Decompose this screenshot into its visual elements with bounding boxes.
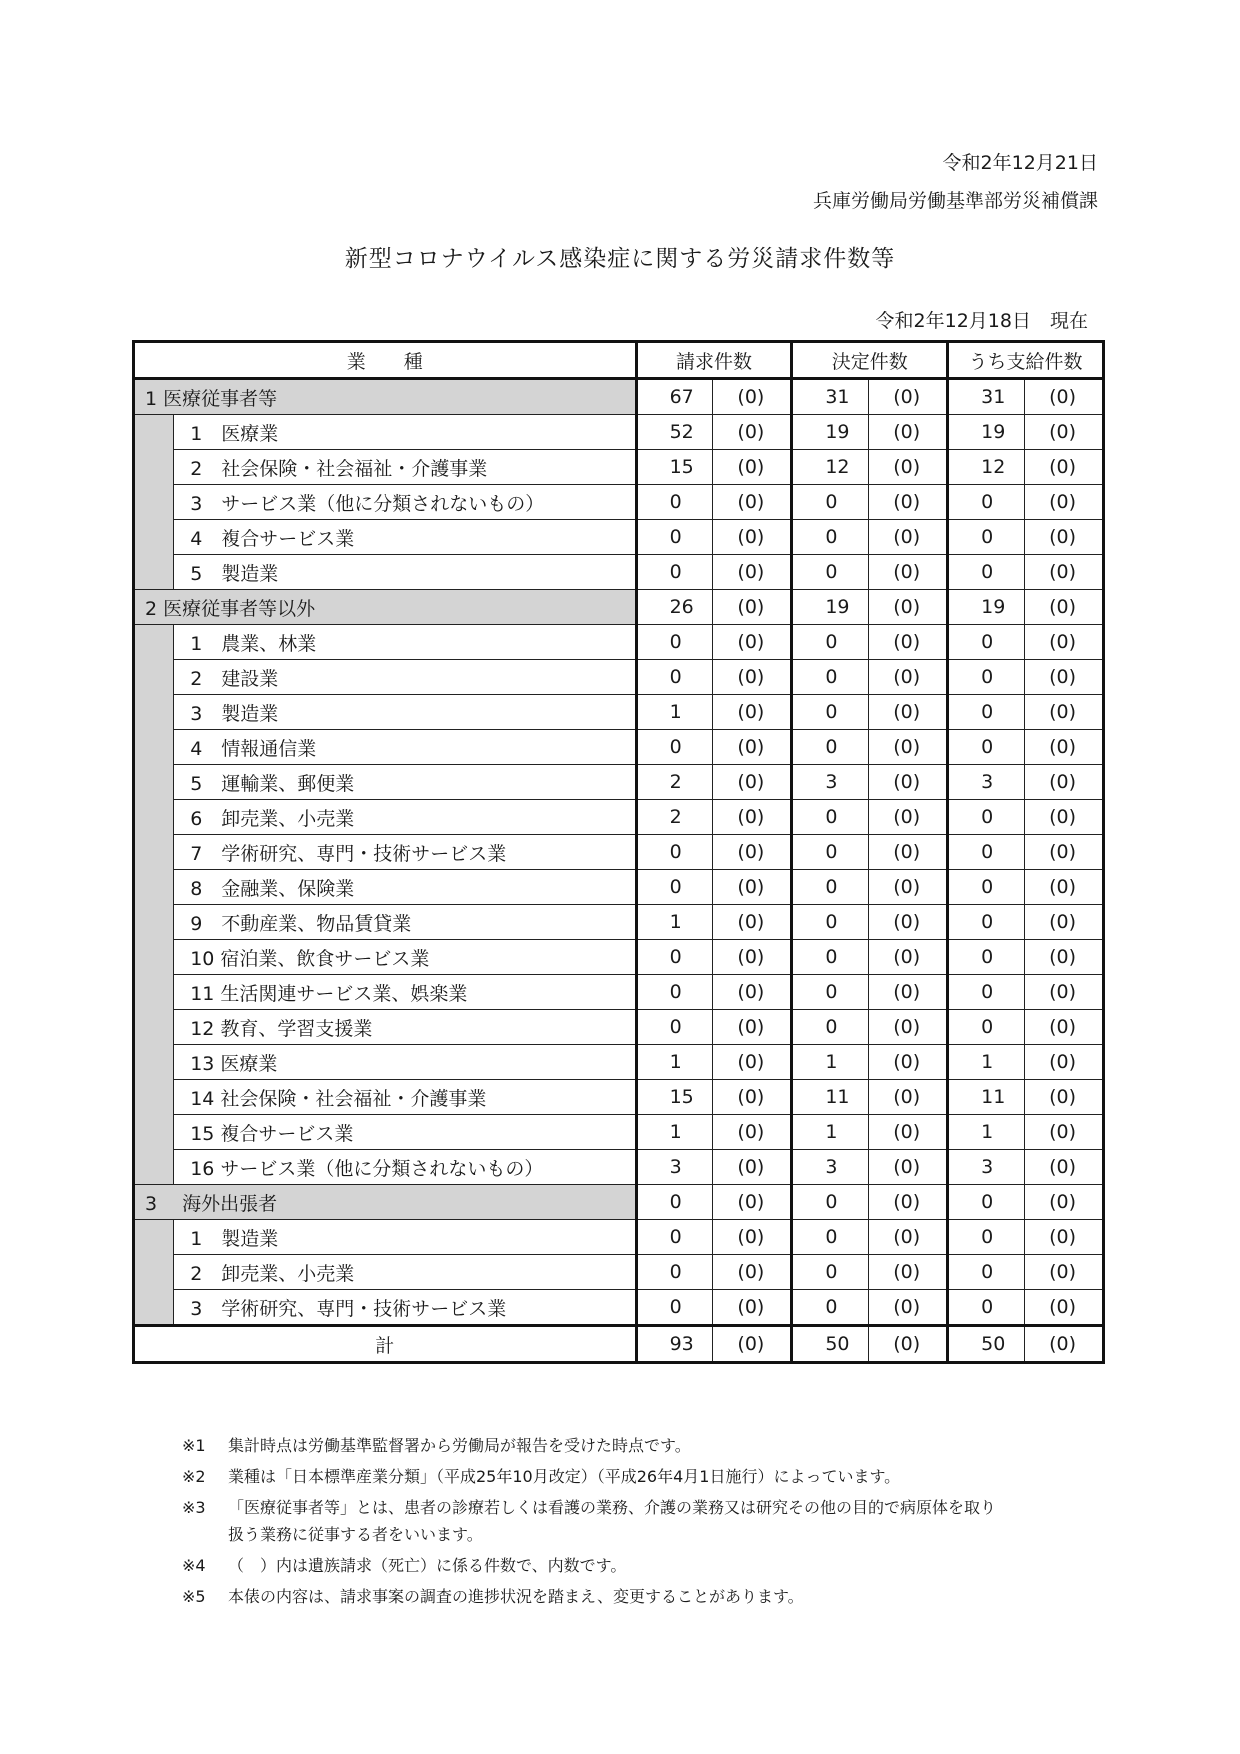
death-count-cell: (0) [712, 730, 791, 765]
count-cell: 3 [948, 765, 1024, 800]
death-count-cell: (0) [712, 975, 791, 1010]
count-cell: 3 [792, 765, 868, 800]
death-count-cell: (0) [868, 415, 947, 450]
industry-label: 14 社会保険・社会福祉・介護事業 [174, 1080, 636, 1115]
death-count-cell: (0) [712, 555, 791, 590]
table-row [134, 730, 1104, 765]
group-indent-cell [134, 485, 174, 520]
death-count-cell: (0) [868, 590, 947, 625]
group-indent-cell [134, 660, 174, 695]
count-cell: 1 [636, 1045, 712, 1080]
table-row [134, 1150, 1104, 1185]
count-cell: 0 [948, 1010, 1024, 1045]
group-indent-cell [134, 1290, 174, 1326]
death-count-cell: (0) [1024, 1220, 1104, 1255]
count-cell: 0 [792, 1220, 868, 1255]
count-cell: 1 [948, 1115, 1024, 1150]
count-cell: 0 [792, 905, 868, 940]
count-cell: 0 [636, 555, 712, 590]
death-count-cell: (0) [868, 905, 947, 940]
death-count-cell: (0) [1024, 485, 1104, 520]
footnote-mark: ※5 [182, 1587, 206, 1606]
count-cell: 1 [948, 1045, 1024, 1080]
death-count-cell: (0) [1024, 1010, 1104, 1045]
count-cell: 0 [636, 870, 712, 905]
death-count-cell: (0) [1024, 800, 1104, 835]
count-cell: 0 [636, 1290, 712, 1326]
group-label: 2 医療従事者等以外 [134, 590, 637, 625]
group-row [134, 379, 1104, 415]
death-count-cell: (0) [868, 379, 947, 415]
count-cell: 1 [792, 1115, 868, 1150]
group-indent-cell [134, 835, 174, 870]
death-count-cell: (0) [868, 975, 947, 1010]
death-count-cell: (0) [712, 625, 791, 660]
count-cell: 0 [948, 1185, 1024, 1220]
group-indent-cell [134, 1045, 174, 1080]
table-row [134, 625, 1104, 660]
industry-label: 13 医療業 [174, 1045, 636, 1080]
count-cell: 0 [792, 625, 868, 660]
document-title: 新型コロナウイルス感染症に関する労災請求件数等 [344, 246, 896, 272]
industry-label: 16 サービス業（他に分類されないもの） [174, 1150, 636, 1185]
column-header-decisions: 決定件数 [792, 342, 948, 379]
industry-label: 3 サービス業（他に分類されないもの） [174, 485, 636, 520]
footnote-mark: ※1 [182, 1436, 206, 1455]
footnotes [182, 1432, 1008, 1614]
count-cell: 0 [636, 835, 712, 870]
count-cell: 52 [636, 415, 712, 450]
group-indent-cell [134, 765, 174, 800]
industry-label: 7 学術研究、専門・技術サービス業 [174, 835, 636, 870]
footnote-mark: ※3 [182, 1498, 206, 1517]
death-count-cell: (0) [868, 520, 947, 555]
count-cell: 0 [636, 975, 712, 1010]
death-count-cell: (0) [1024, 1115, 1104, 1150]
industry-label: 11 生活関連サービス業、娯楽業 [174, 975, 636, 1010]
death-count-cell: (0) [868, 1326, 947, 1363]
death-count-cell: (0) [868, 1115, 947, 1150]
death-count-cell: (0) [868, 1045, 947, 1080]
group-indent-cell [134, 1150, 174, 1185]
count-cell: 15 [636, 450, 712, 485]
group-indent-cell [134, 1255, 174, 1290]
count-cell: 0 [636, 1220, 712, 1255]
industry-label: 1 農業、林業 [174, 625, 636, 660]
count-cell: 0 [948, 660, 1024, 695]
death-count-cell: (0) [868, 485, 947, 520]
count-cell: 0 [792, 975, 868, 1010]
table-header-row [134, 342, 1104, 379]
count-cell: 0 [948, 520, 1024, 555]
count-cell: 0 [948, 625, 1024, 660]
group-indent-cell [134, 800, 174, 835]
count-cell: 19 [792, 415, 868, 450]
footnote-text: 「医療従事者等」とは、患者の診療若しくは看護の業務、介護の業務又は研究その他の目的で病原体を取り扱う業務に従事する者をいいます。 [228, 1498, 997, 1544]
death-count-cell: (0) [712, 1326, 791, 1363]
industry-label: 12 教育、学習支援業 [174, 1010, 636, 1045]
death-count-cell: (0) [1024, 765, 1104, 800]
death-count-cell: (0) [1024, 870, 1104, 905]
death-count-cell: (0) [712, 905, 791, 940]
count-cell: 0 [948, 905, 1024, 940]
death-count-cell: (0) [868, 1010, 947, 1045]
group-indent-cell [134, 730, 174, 765]
document-date: 令和2年12月21日 [942, 152, 1098, 174]
count-cell: 0 [792, 555, 868, 590]
as-of-date: 令和2年12月18日 現在 [875, 310, 1088, 332]
group-indent-cell [134, 625, 174, 660]
industry-label: 8 金融業、保険業 [174, 870, 636, 905]
death-count-cell: (0) [1024, 975, 1104, 1010]
table-row [134, 1080, 1104, 1115]
group-indent-cell [134, 905, 174, 940]
count-cell: 0 [948, 1290, 1024, 1326]
death-count-cell: (0) [868, 730, 947, 765]
count-cell: 50 [948, 1326, 1024, 1363]
death-count-cell: (0) [1024, 590, 1104, 625]
death-count-cell: (0) [868, 450, 947, 485]
column-header-paid: うち支給件数 [948, 342, 1104, 379]
count-cell: 0 [636, 485, 712, 520]
group-row [134, 590, 1104, 625]
industry-label: 15 複合サービス業 [174, 1115, 636, 1150]
group-indent-cell [134, 415, 174, 450]
count-cell: 31 [792, 379, 868, 415]
industry-label: 3 学術研究、専門・技術サービス業 [174, 1290, 636, 1326]
count-cell: 0 [948, 555, 1024, 590]
table-row [134, 1220, 1104, 1255]
count-cell: 26 [636, 590, 712, 625]
footnote-mark: ※4 [182, 1556, 206, 1575]
count-cell: 0 [636, 730, 712, 765]
death-count-cell: (0) [712, 695, 791, 730]
count-cell: 0 [792, 835, 868, 870]
group-indent-cell [134, 1010, 174, 1045]
count-cell: 2 [636, 800, 712, 835]
table-row [134, 660, 1104, 695]
death-count-cell: (0) [712, 415, 791, 450]
death-count-cell: (0) [712, 1045, 791, 1080]
table-row [134, 1115, 1104, 1150]
table-row [134, 485, 1104, 520]
table-row [134, 800, 1104, 835]
count-cell: 67 [636, 379, 712, 415]
table-row [134, 520, 1104, 555]
count-cell: 0 [948, 940, 1024, 975]
industry-label: 2 社会保険・社会福祉・介護事業 [174, 450, 636, 485]
table-row [134, 765, 1104, 800]
death-count-cell: (0) [1024, 1185, 1104, 1220]
death-count-cell: (0) [1024, 730, 1104, 765]
death-count-cell: (0) [1024, 1045, 1104, 1080]
count-cell: 31 [948, 379, 1024, 415]
group-indent-cell [134, 695, 174, 730]
count-cell: 0 [792, 520, 868, 555]
table-row [134, 870, 1104, 905]
count-cell: 50 [792, 1326, 868, 1363]
death-count-cell: (0) [868, 1080, 947, 1115]
death-count-cell: (0) [1024, 695, 1104, 730]
count-cell: 0 [636, 625, 712, 660]
claims-table [132, 340, 1105, 1364]
death-count-cell: (0) [1024, 450, 1104, 485]
death-count-cell: (0) [712, 1290, 791, 1326]
death-count-cell: (0) [712, 1255, 791, 1290]
count-cell: 1 [792, 1045, 868, 1080]
footnote-text: 本俵の内容は、請求事案の調査の進捗状況を踏まえ、変更することがあります。 [228, 1587, 804, 1606]
count-cell: 0 [636, 940, 712, 975]
death-count-cell: (0) [868, 625, 947, 660]
table-row [134, 555, 1104, 590]
count-cell: 0 [636, 520, 712, 555]
death-count-cell: (0) [712, 660, 791, 695]
death-count-cell: (0) [1024, 1255, 1104, 1290]
total-label: 計 [134, 1326, 637, 1363]
count-cell: 0 [636, 1255, 712, 1290]
count-cell: 0 [792, 1255, 868, 1290]
count-cell: 3 [636, 1150, 712, 1185]
count-cell: 0 [792, 1185, 868, 1220]
count-cell: 0 [948, 485, 1024, 520]
death-count-cell: (0) [712, 940, 791, 975]
table-row [134, 1010, 1104, 1045]
count-cell: 15 [636, 1080, 712, 1115]
death-count-cell: (0) [1024, 940, 1104, 975]
count-cell: 2 [636, 765, 712, 800]
count-cell: 3 [948, 1150, 1024, 1185]
count-cell: 19 [948, 415, 1024, 450]
count-cell: 11 [792, 1080, 868, 1115]
death-count-cell: (0) [1024, 415, 1104, 450]
group-indent-cell [134, 1080, 174, 1115]
death-count-cell: (0) [712, 1185, 791, 1220]
industry-label: 4 情報通信業 [174, 730, 636, 765]
table-row [134, 975, 1104, 1010]
death-count-cell: (0) [712, 450, 791, 485]
death-count-cell: (0) [868, 1185, 947, 1220]
count-cell: 0 [792, 800, 868, 835]
death-count-cell: (0) [712, 485, 791, 520]
count-cell: 0 [948, 1220, 1024, 1255]
count-cell: 1 [636, 905, 712, 940]
group-indent-cell [134, 1220, 174, 1255]
death-count-cell: (0) [1024, 1080, 1104, 1115]
industry-label: 6 卸売業、小売業 [174, 800, 636, 835]
footnote [182, 1494, 1008, 1548]
count-cell: 0 [948, 800, 1024, 835]
death-count-cell: (0) [712, 379, 791, 415]
table-row [134, 1290, 1104, 1326]
footnote [182, 1463, 1008, 1490]
industry-label: 3 製造業 [174, 695, 636, 730]
table-row [134, 695, 1104, 730]
footnote-text: （ ）内は遺族請求（死亡）に係る件数で、内数です。 [228, 1556, 627, 1575]
count-cell: 12 [792, 450, 868, 485]
death-count-cell: (0) [1024, 555, 1104, 590]
death-count-cell: (0) [868, 1150, 947, 1185]
industry-label: 2 建設業 [174, 660, 636, 695]
death-count-cell: (0) [712, 590, 791, 625]
death-count-cell: (0) [712, 800, 791, 835]
death-count-cell: (0) [712, 870, 791, 905]
death-count-cell: (0) [1024, 379, 1104, 415]
count-cell: 0 [948, 975, 1024, 1010]
claims-table-container [132, 340, 1105, 1364]
table-row [134, 940, 1104, 975]
table-row [134, 835, 1104, 870]
group-indent-cell [134, 555, 174, 590]
count-cell: 0 [948, 1255, 1024, 1290]
death-count-cell: (0) [1024, 625, 1104, 660]
death-count-cell: (0) [1024, 520, 1104, 555]
count-cell: 0 [792, 1010, 868, 1045]
footnote [182, 1552, 1008, 1579]
count-cell: 0 [792, 730, 868, 765]
industry-label: 2 卸売業、小売業 [174, 1255, 636, 1290]
count-cell: 0 [792, 1290, 868, 1326]
death-count-cell: (0) [868, 800, 947, 835]
count-cell: 93 [636, 1326, 712, 1363]
death-count-cell: (0) [868, 835, 947, 870]
table-row [134, 415, 1104, 450]
death-count-cell: (0) [1024, 905, 1104, 940]
count-cell: 11 [948, 1080, 1024, 1115]
industry-label: 10 宿泊業、飲食サービス業 [174, 940, 636, 975]
group-indent-cell [134, 870, 174, 905]
industry-label: 9 不動産業、物品賃貸業 [174, 905, 636, 940]
total-row [134, 1326, 1104, 1363]
death-count-cell: (0) [868, 870, 947, 905]
count-cell: 0 [792, 695, 868, 730]
footnote [182, 1583, 1008, 1610]
death-count-cell: (0) [712, 1080, 791, 1115]
death-count-cell: (0) [1024, 1326, 1104, 1363]
death-count-cell: (0) [868, 1255, 947, 1290]
count-cell: 0 [636, 1010, 712, 1045]
count-cell: 0 [636, 660, 712, 695]
footnote-text: 集計時点は労働基準監督署から労働局が報告を受けた時点です。 [228, 1436, 691, 1455]
group-indent-cell [134, 975, 174, 1010]
death-count-cell: (0) [868, 1220, 947, 1255]
count-cell: 12 [948, 450, 1024, 485]
count-cell: 0 [792, 485, 868, 520]
industry-label: 1 医療業 [174, 415, 636, 450]
death-count-cell: (0) [1024, 1150, 1104, 1185]
group-indent-cell [134, 940, 174, 975]
column-header-claims: 請求件数 [636, 342, 792, 379]
death-count-cell: (0) [1024, 835, 1104, 870]
count-cell: 0 [792, 660, 868, 695]
count-cell: 0 [948, 695, 1024, 730]
death-count-cell: (0) [712, 1150, 791, 1185]
column-header-industry: 業 種 [134, 342, 637, 379]
death-count-cell: (0) [712, 765, 791, 800]
group-row [134, 1185, 1104, 1220]
group-indent-cell [134, 1115, 174, 1150]
death-count-cell: (0) [712, 835, 791, 870]
death-count-cell: (0) [712, 520, 791, 555]
issuing-department: 兵庫労働局労働基準部労災補償課 [812, 190, 1098, 212]
count-cell: 1 [636, 695, 712, 730]
table-row [134, 905, 1104, 940]
footnote [182, 1432, 1008, 1459]
death-count-cell: (0) [868, 695, 947, 730]
industry-label: 5 製造業 [174, 555, 636, 590]
death-count-cell: (0) [1024, 660, 1104, 695]
death-count-cell: (0) [712, 1220, 791, 1255]
industry-label: 4 複合サービス業 [174, 520, 636, 555]
count-cell: 19 [948, 590, 1024, 625]
death-count-cell: (0) [868, 1290, 947, 1326]
death-count-cell: (0) [868, 660, 947, 695]
death-count-cell: (0) [868, 765, 947, 800]
count-cell: 0 [948, 730, 1024, 765]
count-cell: 0 [792, 870, 868, 905]
footnote-mark: ※2 [182, 1467, 206, 1486]
group-indent-cell [134, 450, 174, 485]
count-cell: 19 [792, 590, 868, 625]
count-cell: 0 [948, 870, 1024, 905]
table-row [134, 1045, 1104, 1080]
footnote-text: 業種は「日本標準産業分類」（平成25年10月改定）（平成26年4月1日施行）によっています。 [228, 1467, 901, 1486]
industry-label: 5 運輸業、郵便業 [174, 765, 636, 800]
death-count-cell: (0) [712, 1115, 791, 1150]
group-label: 3 海外出張者 [134, 1185, 637, 1220]
death-count-cell: (0) [868, 940, 947, 975]
count-cell: 1 [636, 1115, 712, 1150]
industry-label: 1 製造業 [174, 1220, 636, 1255]
death-count-cell: (0) [1024, 1290, 1104, 1326]
count-cell: 0 [948, 835, 1024, 870]
death-count-cell: (0) [868, 555, 947, 590]
table-row [134, 450, 1104, 485]
death-count-cell: (0) [712, 1010, 791, 1045]
count-cell: 0 [792, 940, 868, 975]
count-cell: 0 [636, 1185, 712, 1220]
group-indent-cell [134, 520, 174, 555]
group-label: 1 医療従事者等 [134, 379, 637, 415]
table-row [134, 1255, 1104, 1290]
count-cell: 3 [792, 1150, 868, 1185]
